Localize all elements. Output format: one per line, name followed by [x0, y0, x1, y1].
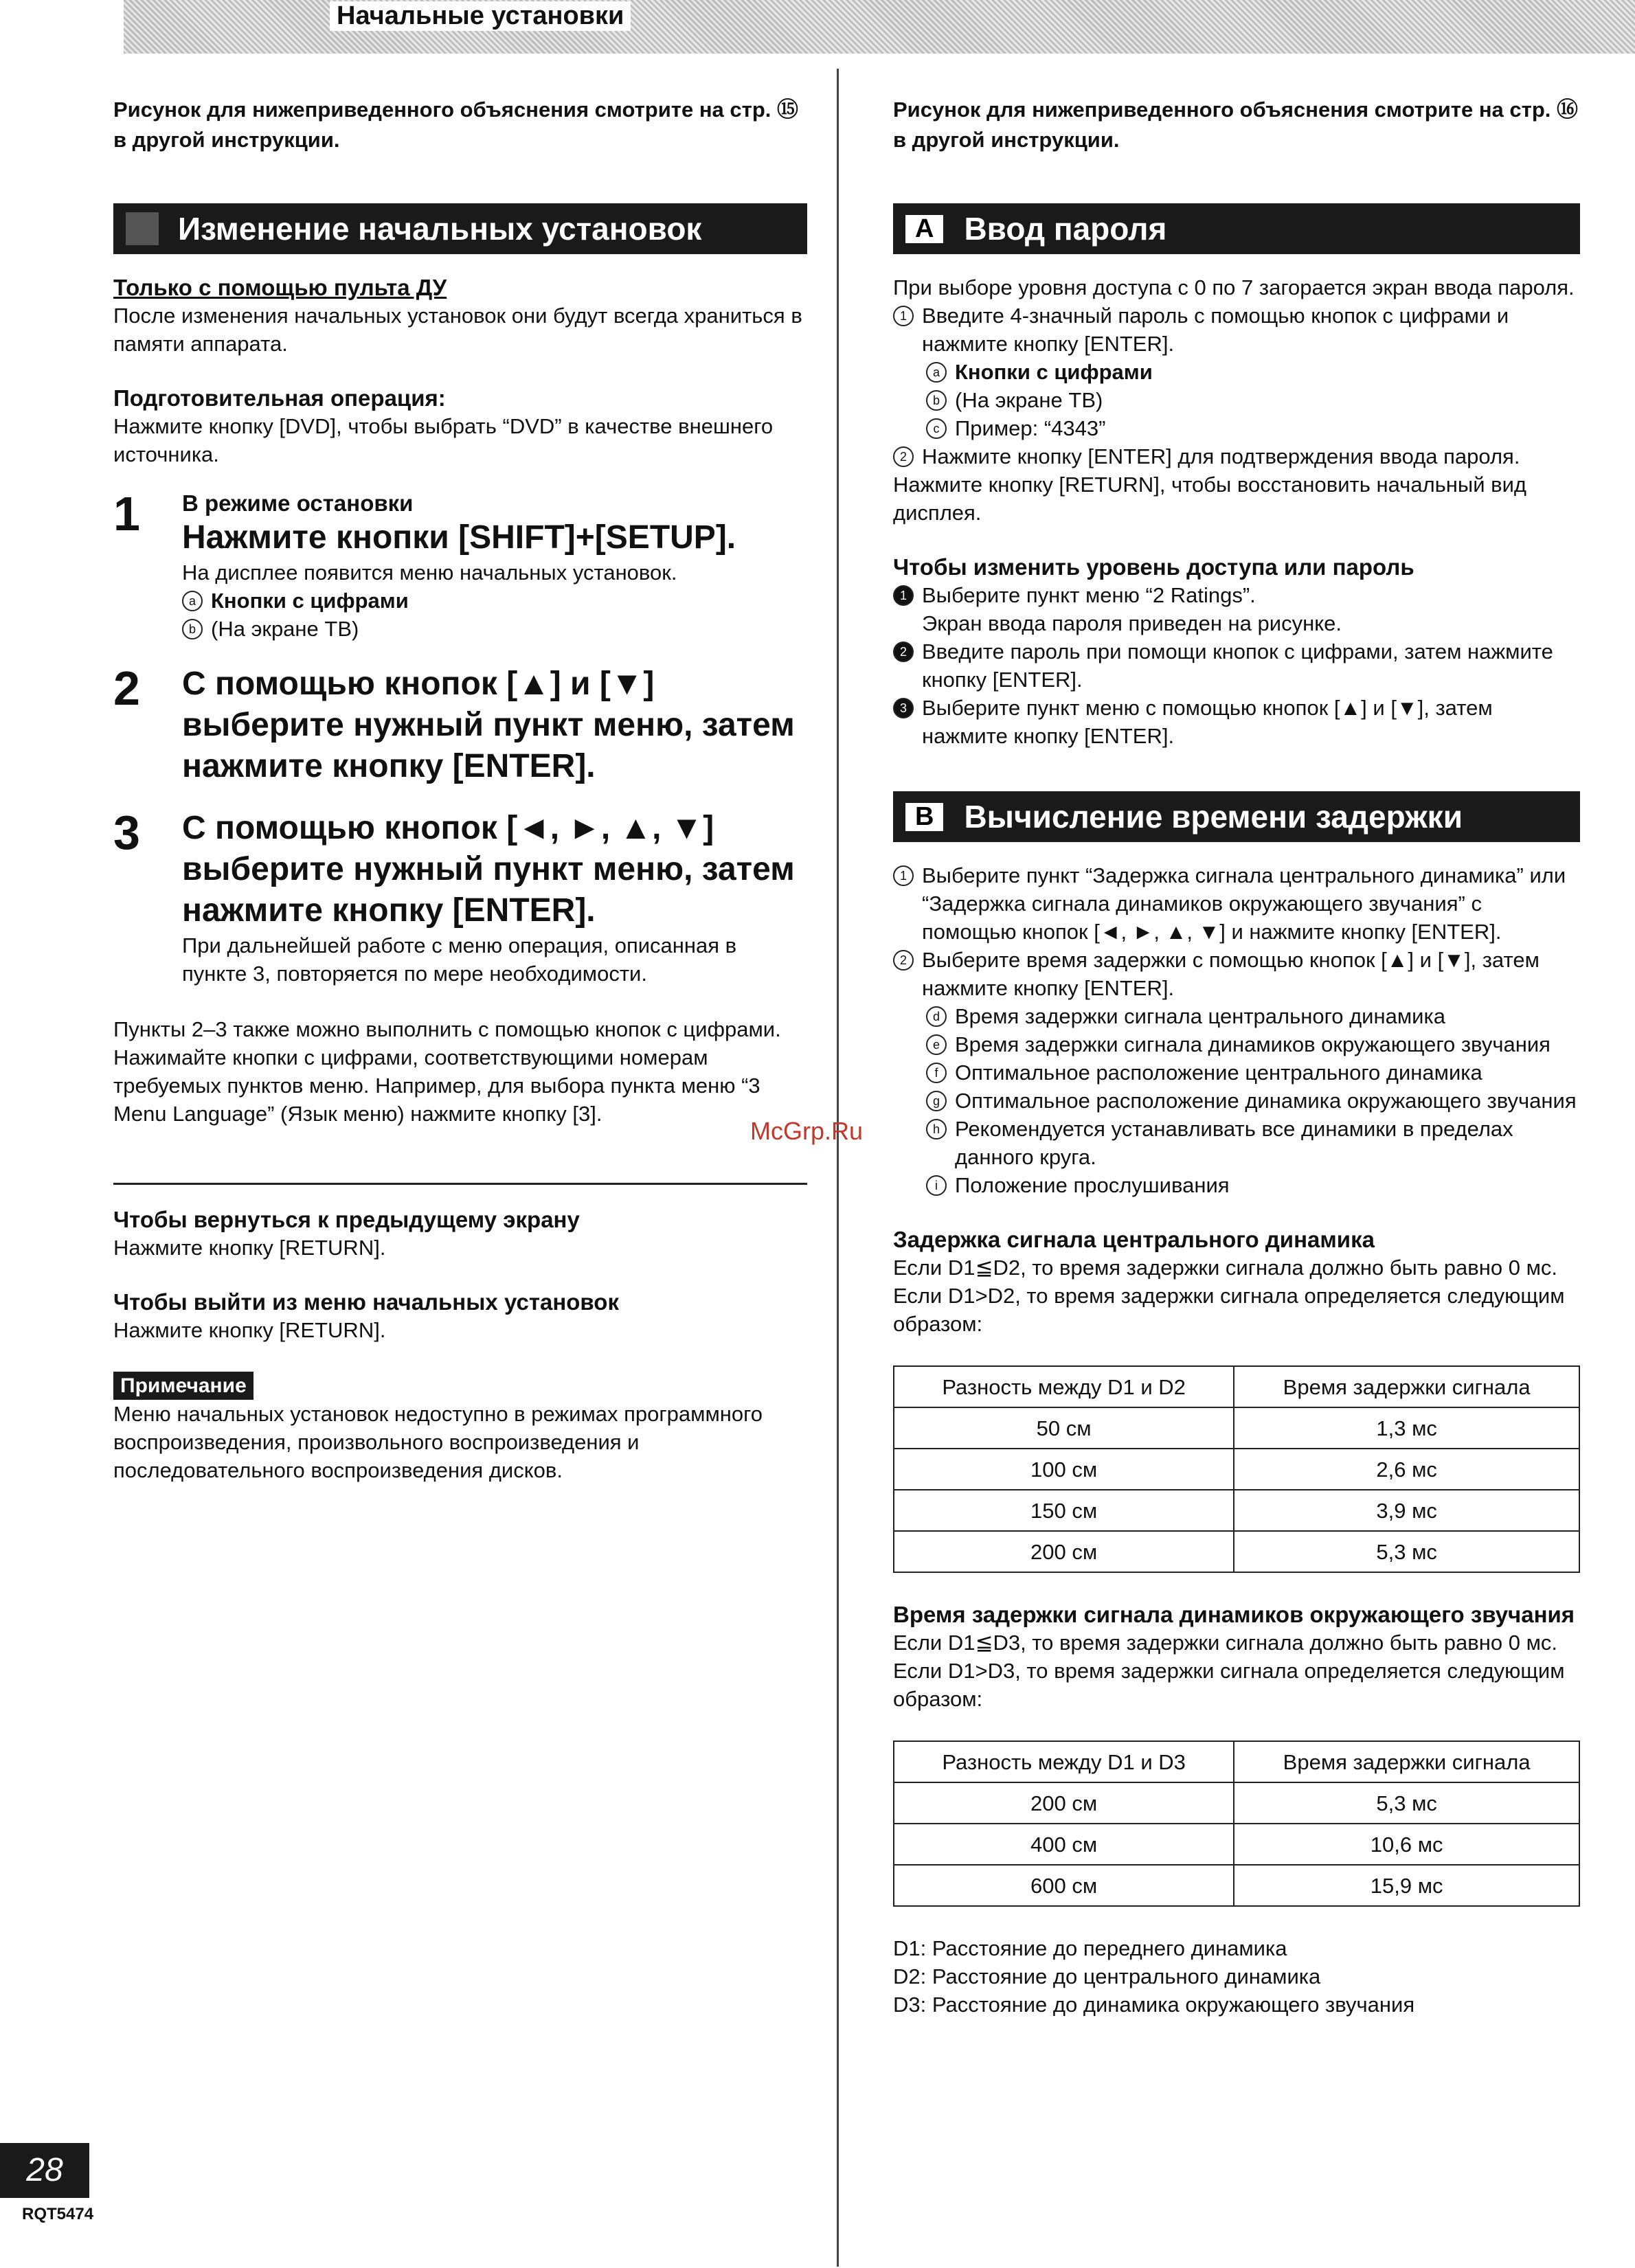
back-text: Нажмите кнопку [RETURN]. [113, 1236, 386, 1260]
table-cell: 150 см [894, 1490, 1234, 1531]
item-text: Время задержки сигнала динамиков окружающего звучания [955, 1032, 1551, 1056]
table-header: Разность между D1 и D2 [894, 1366, 1234, 1407]
page-number: 28 [0, 2143, 89, 2198]
table-row [894, 1531, 1579, 1572]
center-delay-table [893, 1365, 1580, 1573]
table-cell: 200 см [894, 1782, 1234, 1824]
item-text: Оптимальное расположение центрального динамика [955, 1061, 1482, 1085]
circled-c-icon: c [926, 418, 947, 439]
list-item [182, 587, 807, 615]
step-text: На дисплее появится меню начальных установок. [182, 560, 677, 585]
step-text: При дальнейшей работе с меню операция, описанная в пункте 3, повторяется по мере необходимости. [182, 933, 737, 986]
step-heading: Нажмите кнопки [SHIFT]+[SETUP]. [182, 519, 736, 556]
circled-2-icon: 2 [893, 446, 914, 467]
circled-i-icon: i [926, 1175, 947, 1196]
note-text: Меню начальных установок недоступно в режимах программного воспроизведения, произвольного воспроизведения и последовательного воспроизведения дисков. [113, 1402, 763, 1482]
para-digits: Пункты 2–3 также можно выполнить с помощью кнопок с цифрами. [113, 1017, 781, 1041]
circled-a-icon: a [926, 362, 947, 383]
list-item [893, 946, 1580, 1002]
banner-square-icon [126, 212, 159, 245]
table-cell: 5,3 мс [1234, 1782, 1579, 1824]
right-intro: Рисунок для нижеприведенного объяснения смотрите на стр. ⑯ в другой инструкции. [893, 98, 1578, 152]
header-bar [124, 0, 1635, 54]
table-cell: 600 см [894, 1865, 1234, 1906]
left-intro: Рисунок для нижеприведенного объяснения смотрите на стр. ⑮ в другой инструкции. [113, 98, 798, 152]
table-header-row [894, 1366, 1579, 1407]
circled-a-icon: a [182, 591, 203, 611]
table-cell: 400 см [894, 1824, 1234, 1865]
table-cell: 1,3 мс [1234, 1407, 1579, 1449]
banner-letter: B [905, 803, 943, 831]
item-text: Кнопки с цифрами [211, 589, 409, 613]
item-text: (На экране ТВ) [211, 617, 359, 641]
filled-1-icon: 1 [893, 585, 914, 606]
item-text: Положение прослушивания [955, 1173, 1230, 1197]
back-title: Чтобы вернуться к предыдущему экрану [113, 1207, 580, 1232]
list-item [893, 1058, 1580, 1087]
table-cell: 50 см [894, 1407, 1234, 1449]
para-example: Нажимайте кнопки с цифрами, соответствующими номерам требуемых пунктов меню. Например, для выбора пункта меню “3 Menu Language” (Язык меню) нажмите кнопку [3]. [113, 1045, 760, 1126]
list-item [893, 1171, 1580, 1199]
document-code: RQT5474 [22, 2205, 94, 2223]
exit-title: Чтобы выйти из меню начальных установок [113, 1289, 619, 1315]
table-row [894, 1865, 1579, 1906]
page-title: Начальные установки [330, 1, 631, 31]
list-item [893, 694, 1580, 750]
watermark: McGrp.Ru [750, 1117, 864, 1145]
list-item [893, 1002, 1580, 1030]
item-text: Экран ввода пароля приведен на рисунке. [922, 611, 1342, 635]
step-number: 3 [113, 806, 140, 859]
step-pre: В режиме остановки [182, 490, 414, 516]
step-2 [113, 661, 807, 787]
circled-h-icon: h [926, 1119, 947, 1139]
item-text: Выберите пункт “Задержка сигнала центрального динамика” или “Задержка сигнала динамиков окружающего звучания” с помощью кнопок [◄, ►, ▲, ▼] и нажмите кнопку [ENTER]. [922, 863, 1566, 944]
item-text: Выберите время задержки с помощью кнопок [▲] и [▼], затем нажмите кнопку [ENTER]. [922, 948, 1540, 1000]
step-3 [113, 808, 807, 988]
list-item [893, 1030, 1580, 1058]
item-text: Выберите пункт меню с помощью кнопок [▲] и [▼], затем нажмите кнопку [ENTER]. [922, 696, 1493, 748]
table-cell: 3,9 мс [1234, 1490, 1579, 1531]
table-cell: 2,6 мс [1234, 1449, 1579, 1490]
item-text: Нажмите кнопку [ENTER] для подтверждения ввода пароля. [922, 444, 1520, 468]
banner-title: Ввод пароля [964, 210, 1167, 247]
surround-delay-table [893, 1740, 1580, 1907]
filled-3-icon: 3 [893, 698, 914, 718]
list-item [893, 358, 1580, 386]
table-cell: 5,3 мс [1234, 1531, 1579, 1572]
table-header: Время задержки сигнала [1234, 1366, 1579, 1407]
center-text-1: Если D1≦D2, то время задержки сигнала должно быть равно 0 мс. [893, 1256, 1557, 1280]
surround-text-2: Если D1>D3, то время задержки сигнала определяется следующим образом: [893, 1659, 1565, 1711]
table-row [894, 1782, 1579, 1824]
list-item [893, 861, 1580, 946]
list-item [893, 637, 1580, 694]
table-row [894, 1449, 1579, 1490]
exit-text: Нажмите кнопку [RETURN]. [113, 1318, 386, 1342]
step-heading: С помощью кнопок [◄, ►, ▲, ▼] выберите нужный пункт меню, затем нажмите кнопку [ENTER]. [182, 810, 795, 929]
table-row [894, 1824, 1579, 1865]
legend-d2: D2: Расстояние до центрального динамика [893, 1964, 1321, 1988]
circled-b-icon: b [182, 619, 203, 639]
table-header: Время задержки сигнала [1234, 1741, 1579, 1782]
circled-g-icon: g [926, 1091, 947, 1111]
center-text-2: Если D1>D2, то время задержки сигнала определяется следующим образом: [893, 1284, 1565, 1336]
list-item [893, 442, 1580, 470]
password-banner [893, 203, 1580, 254]
table-header: Разность между D1 и D3 [894, 1741, 1234, 1782]
item-text: Время задержки сигнала центрального динамика [955, 1004, 1445, 1028]
list-item [182, 615, 807, 643]
item-text: Рекомендуется устанавливать все динамики в пределах данного круга. [955, 1117, 1513, 1169]
step-1 [113, 489, 807, 643]
table-row [894, 1490, 1579, 1531]
table-cell: 15,9 мс [1234, 1865, 1579, 1906]
surround-text-1: Если D1≦D3, то время задержки сигнала должно быть равно 0 мс. [893, 1631, 1557, 1655]
item-text: Оптимальное расположение динамика окружающего звучания [955, 1089, 1577, 1113]
prep-title: Подготовительная операция: [113, 385, 446, 411]
table-row [894, 1407, 1579, 1449]
circled-b-icon: b [926, 390, 947, 411]
delay-banner [893, 791, 1580, 842]
step-heading: С помощью кнопок [▲] и [▼] выберите нужный пункт меню, затем нажмите кнопку [ENTER]. [182, 666, 795, 784]
column-divider [837, 69, 839, 2267]
item-text: Введите пароль при помощи кнопок с цифрами, затем нажмите кнопку [ENTER]. [922, 639, 1553, 692]
center-title: Задержка сигнала центрального динамика [893, 1227, 1375, 1252]
circled-1-icon: 1 [893, 865, 914, 886]
remote-only-title: Только с помощью пульта ДУ [113, 275, 447, 300]
list-item [893, 1087, 1580, 1115]
item-text: Пример: “4343” [955, 416, 1106, 440]
table-cell: 200 см [894, 1531, 1234, 1572]
circled-d-icon: d [926, 1006, 947, 1027]
item-text: Введите 4-значный пароль с помощью кнопок с цифрами и нажмите кнопку [ENTER]. [922, 304, 1509, 356]
prep-text: Нажмите кнопку [DVD], чтобы выбрать “DVD” в качестве внешнего источника. [113, 414, 774, 466]
list-item [893, 386, 1580, 414]
circled-2-icon: 2 [893, 950, 914, 971]
legend-d1: D1: Расстояние до переднего динамика [893, 1936, 1287, 1960]
right-column [893, 95, 1580, 2019]
circled-f-icon: f [926, 1063, 947, 1083]
settings-banner [113, 203, 807, 254]
item-text: (На экране ТВ) [955, 388, 1103, 412]
step-number: 1 [113, 487, 140, 541]
banner-title: Изменение начальных установок [178, 210, 702, 247]
list-item [893, 302, 1580, 358]
table-cell: 100 см [894, 1449, 1234, 1490]
section-rule [113, 1183, 807, 1185]
note-tag: Примечание [113, 1372, 253, 1400]
password-text: При выборе уровня доступа с 0 по 7 загорается экран ввода пароля. [893, 275, 1575, 299]
remote-text: После изменения начальных установок они будут всегда храниться в памяти аппарата. [113, 304, 802, 356]
list-item [893, 1115, 1580, 1171]
step-number: 2 [113, 661, 140, 715]
table-cell: 10,6 мс [1234, 1824, 1579, 1865]
circled-e-icon: e [926, 1034, 947, 1055]
banner-letter: A [905, 215, 943, 243]
item-text: Кнопки с цифрами [955, 360, 1153, 384]
list-item [893, 414, 1580, 442]
filled-2-icon: 2 [893, 642, 914, 662]
legend-d3: D3: Расстояние до динамика окружающего звучания [893, 1993, 1415, 2017]
list-item [893, 581, 1580, 637]
circled-1-icon: 1 [893, 306, 914, 326]
change-title: Чтобы изменить уровень доступа или пароль [893, 554, 1414, 580]
item-text: Выберите пункт меню “2 Ratings”. [922, 583, 1256, 607]
surround-title: Время задержки сигнала динамиков окружающего звучания [893, 1602, 1575, 1627]
left-column [113, 95, 807, 1484]
return-text: Нажмите кнопку [RETURN], чтобы восстановить начальный вид дисплея. [893, 473, 1527, 525]
banner-title: Вычисление времени задержки [964, 798, 1463, 835]
table-header-row [894, 1741, 1579, 1782]
